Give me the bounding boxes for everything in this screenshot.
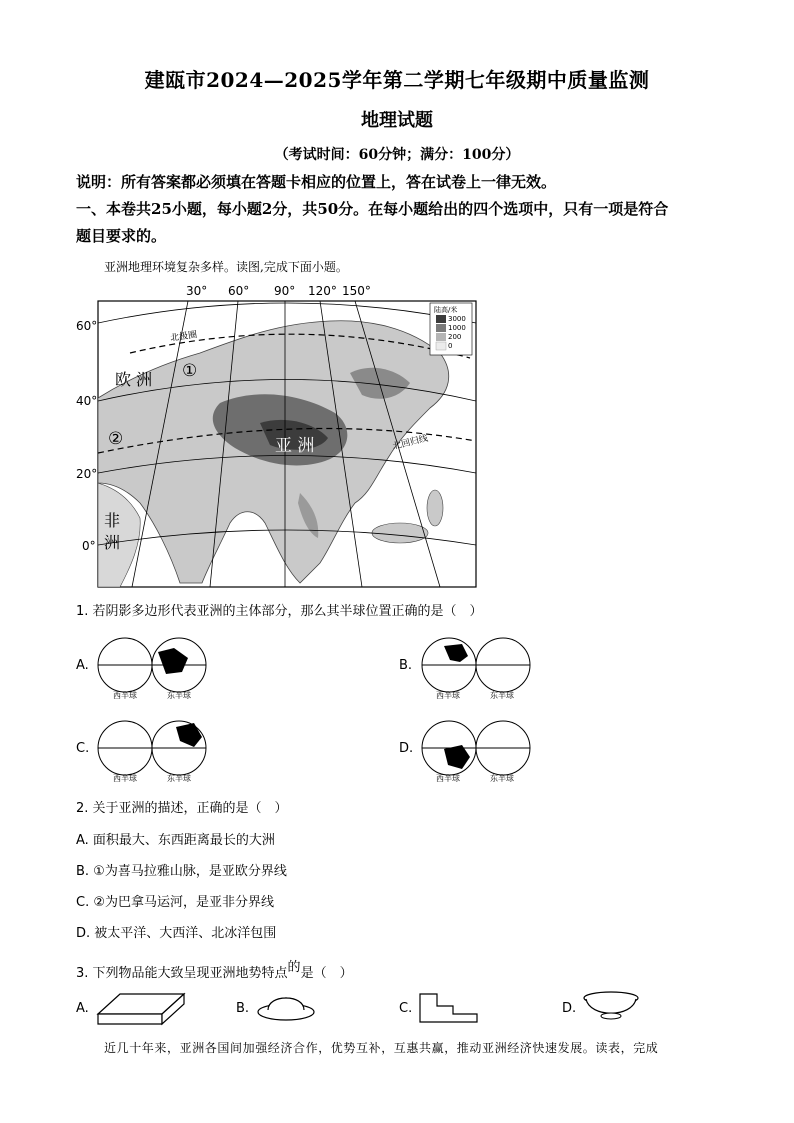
- marker-1: ①: [182, 361, 198, 381]
- q2-option-a[interactable]: A. 面积最大、东西距离最长的大洲: [76, 833, 275, 848]
- q3-option-a-figure[interactable]: [96, 990, 188, 1030]
- lat-label-20: 20°: [76, 467, 98, 481]
- label-africa-2: 洲: [104, 533, 121, 552]
- bowl-base: [601, 1013, 621, 1019]
- q1-option-a-label[interactable]: A.: [76, 658, 89, 673]
- asia-shape-a: [158, 648, 188, 674]
- lon-label-60: 60°: [228, 284, 250, 298]
- q2-stem: 2. 关于亚洲的描述，正确的是（ ）: [76, 801, 288, 816]
- island-2: [427, 490, 443, 526]
- q1-b-west-label: 西半球: [436, 691, 460, 700]
- lon-label-150: 150°: [342, 284, 371, 298]
- q1-b-east-label: 东半球: [490, 691, 514, 700]
- label-arctic-circle: 北极圈: [169, 330, 198, 344]
- exam-info: （考试时间：60分钟；满分：100分）: [274, 147, 520, 163]
- q1-option-d-label[interactable]: D.: [399, 741, 414, 756]
- section-heading-line1: 一、本卷共25小题，每小题2分，共50分。在每小题给出的四个选项中，只有一项是符合: [76, 200, 669, 218]
- marker-2: ②: [108, 429, 124, 449]
- legend-title: 陆高/米: [434, 306, 458, 314]
- legend-swatch-3000: [436, 315, 446, 323]
- q1-option-c-figure[interactable]: [96, 719, 216, 779]
- q1-option-d-figure[interactable]: [420, 719, 540, 779]
- q3-option-d-label[interactable]: D.: [562, 1001, 577, 1016]
- island-1: [372, 523, 428, 543]
- label-tropic: 北回归线: [391, 433, 430, 453]
- asia-map: [70, 283, 480, 593]
- q1-a-west-label: 西半球: [113, 691, 137, 700]
- legend-swatch-200: [436, 333, 446, 341]
- q1-option-b-label[interactable]: B.: [399, 658, 413, 673]
- asia-shape-c: [176, 723, 202, 747]
- label-europe: 欧 洲: [115, 370, 153, 389]
- lat-label-40: 40°: [76, 394, 98, 408]
- stairs-shape: [420, 994, 477, 1022]
- q1-option-c-label[interactable]: C.: [76, 741, 90, 756]
- instruction: 说明：所有答案都必须填在答题卡相应的位置上，答在试卷上一律无效。: [76, 173, 557, 191]
- q3-option-a-label[interactable]: A.: [76, 1001, 89, 1016]
- asia-shape-b: [444, 644, 468, 662]
- q1-c-west-label: 西半球: [113, 774, 137, 783]
- lon-label-90: 90°: [274, 284, 296, 298]
- q2-option-b[interactable]: B. ①为喜马拉雅山脉，是亚欧分界线: [76, 864, 287, 879]
- label-asia: 亚 洲: [275, 436, 315, 456]
- q3-stem-main: 3. 下列物品能大致呈现亚洲地势特点: [76, 966, 288, 981]
- flat-board-front: [98, 1014, 162, 1024]
- q1-d-west-label: 西半球: [436, 774, 460, 783]
- lon-label-120: 120°: [308, 284, 337, 298]
- q1-stem: 1. 若阴影多边形代表亚洲的主体部分，那么其半球位置正确的是（ ）: [76, 604, 483, 619]
- legend-swatch-1000: [436, 324, 446, 332]
- legend-value-200: 200: [448, 333, 462, 341]
- q1-option-b-figure[interactable]: [420, 636, 540, 696]
- q3-stem-de: 的: [287, 960, 301, 975]
- q2-option-c[interactable]: C. ②为巴拿马运河，是亚非分界线: [76, 895, 274, 910]
- exam-title: 建瓯市2024—2025学年第二学期七年级期中质量监测: [144, 68, 650, 92]
- legend-swatch-0: [436, 342, 446, 350]
- q3-option-c-figure[interactable]: [419, 992, 481, 1024]
- legend-value-1000: 1000: [448, 324, 466, 332]
- label-africa-1: 非: [104, 511, 121, 530]
- q3-option-d-figure[interactable]: [582, 990, 642, 1026]
- legend-value-0: 0: [448, 342, 453, 350]
- q2-option-d[interactable]: D. 被太平洋、大西洋、北冰洋包围: [76, 926, 277, 941]
- lon-label-30: 30°: [186, 284, 208, 298]
- asia-shape-d: [444, 745, 470, 769]
- q3-stem: [76, 962, 353, 981]
- q1-c-east-label: 东半球: [167, 774, 191, 783]
- next-intro-text: 近几十年来，亚洲各国间加强经济合作，优势互补，互惠共赢，推动亚洲经济快速发展。读表，完成: [104, 1041, 659, 1055]
- q3-option-c-label[interactable]: C.: [399, 1001, 413, 1016]
- q1-option-a-figure[interactable]: [96, 636, 216, 696]
- bowl-body: [586, 999, 636, 1013]
- legend-value-3000: 3000: [448, 315, 466, 323]
- lat-label-0: 0°: [82, 539, 96, 553]
- q1-d-east-label: 东半球: [490, 774, 514, 783]
- q3-stem-end: 是（ ）: [300, 966, 353, 981]
- q3-option-b-label[interactable]: B.: [236, 1001, 250, 1016]
- q3-option-b-figure[interactable]: [256, 988, 316, 1028]
- q1-a-east-label: 东半球: [167, 691, 191, 700]
- subject-title: 地理试题: [361, 110, 433, 131]
- section-heading-line2: 题目要求的。: [76, 227, 167, 245]
- intro-text: 亚洲地理环境复杂多样。读图,完成下面小题。: [104, 260, 348, 274]
- lat-label-60: 60°: [76, 319, 98, 333]
